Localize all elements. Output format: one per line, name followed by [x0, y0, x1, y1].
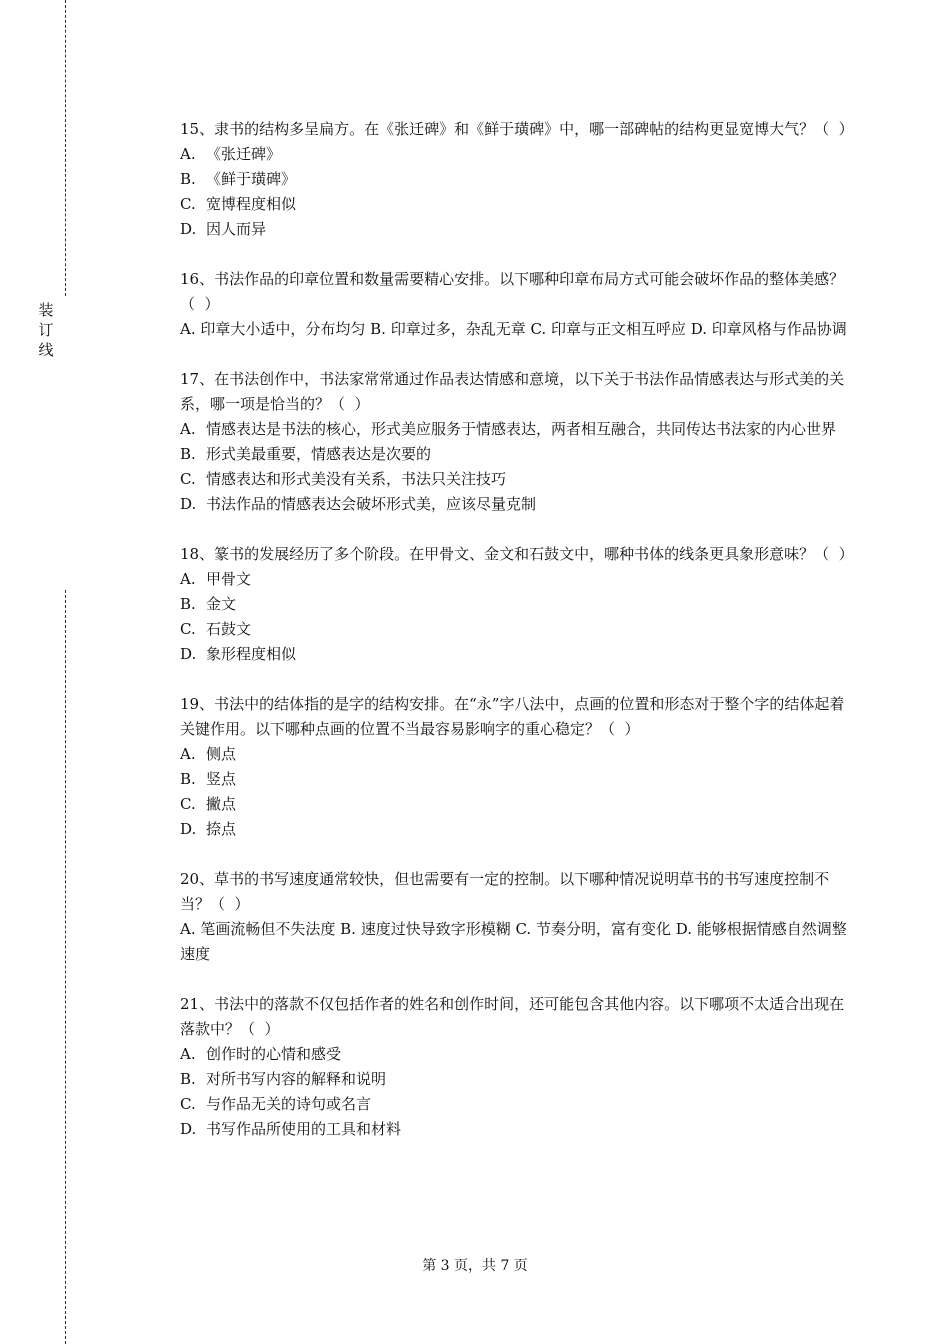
option-a: A. 情感表达是书法的核心，形式美应服务于情感表达，两者相互融合，共同传达书法家的内心世界 — [180, 420, 837, 438]
option-c: C. 宽博程度相似 — [180, 195, 297, 213]
question-text: 15、隶书的结构多呈扁方。在《张迁碑》和《鲜于璜碑》中，哪一部碑帖的结构更显宽博大气？（ ） — [180, 120, 854, 138]
question-text: 16、书法作品的印章位置和数量需要精心安排。以下哪种印章布局方式可能会破坏作品的整体美感？（ ） — [180, 270, 845, 313]
option-a: A. 甲骨文 — [180, 570, 252, 588]
question-text: 21、书法中的落款不仅包括作者的姓名和创作时间，还可能包含其他内容。以下哪项不太适合出现在落款中？（ ） — [180, 995, 845, 1038]
option-c: C. 与作品无关的诗句或名言 — [180, 1095, 372, 1113]
option-a: A. 《张迁碑》 — [180, 145, 282, 163]
option-c: C. 情感表达和形式美没有关系，书法只关注技巧 — [180, 470, 507, 488]
inline-options: A. 印章大小适中，分布均匀 B. 印章过多，杂乱无章 C. 印章与正文相互呼应 D. 印章风格与作品协调 — [180, 320, 847, 338]
option-b: B. 竖点 — [180, 770, 237, 788]
binding-label — [36, 300, 56, 360]
option-b: B. 金文 — [180, 595, 237, 613]
question-15 — [180, 117, 854, 242]
question-text: 17、在书法创作中，书法家常常通过作品表达情感和意境，以下关于书法作品情感表达与形式美的关系，哪一项是恰当的？（ ） — [180, 370, 845, 413]
question-19 — [180, 692, 850, 842]
binding-dashed-line-top — [65, 0, 66, 296]
question-21 — [180, 992, 850, 1142]
binding-char: 订 — [38, 321, 54, 339]
option-d: D. 因人而异 — [180, 220, 267, 238]
binding-dashed-line-bottom — [65, 590, 66, 1344]
option-c: C. 撇点 — [180, 795, 237, 813]
option-d: D. 书法作品的情感表达会破坏形式美，应该尽量克制 — [180, 495, 537, 513]
question-16 — [180, 267, 850, 342]
option-c: C. 石鼓文 — [180, 620, 252, 638]
binding-char: 线 — [38, 341, 54, 359]
option-a: A. 创作时的心情和感受 — [180, 1045, 342, 1063]
option-b: B. 对所书写内容的解释和说明 — [180, 1070, 387, 1088]
question-text: 19、书法中的结体指的是字的结构安排。在“永”字八法中，点画的位置和形态对于整个字的结体起着关键作用。以下哪种点画的位置不当最容易影响字的重心稳定？（ ） — [180, 695, 845, 738]
question-18 — [180, 542, 854, 667]
question-text: 18、篆书的发展经历了多个阶段。在甲骨文、金文和石鼓文中，哪种书体的线条更具象形意味？（ ） — [180, 545, 854, 563]
option-d: D. 书写作品所使用的工具和材料 — [180, 1120, 402, 1138]
question-17 — [180, 367, 850, 517]
option-b: B. 《鲜于璜碑》 — [180, 170, 297, 188]
page-number-footer: 第 3 页，共 7 页 — [422, 1258, 528, 1274]
inline-options: A. 笔画流畅但不失法度 B. 速度过快导致字形模糊 C. 节奏分明，富有变化 D. 能够根据情感自然调整速度 — [180, 920, 847, 963]
option-d: D. 捺点 — [180, 820, 237, 838]
option-d: D. 象形程度相似 — [180, 645, 297, 663]
question-text: 20、草书的书写速度通常较快，但也需要有一定的控制。以下哪种情况说明草书的书写速度控制不当？（ ） — [180, 870, 830, 913]
option-a: A. 侧点 — [180, 745, 237, 763]
question-list — [180, 117, 854, 1167]
binding-char: 装 — [38, 301, 54, 319]
question-20 — [180, 867, 850, 967]
option-b: B. 形式美最重要，情感表达是次要的 — [180, 445, 432, 463]
